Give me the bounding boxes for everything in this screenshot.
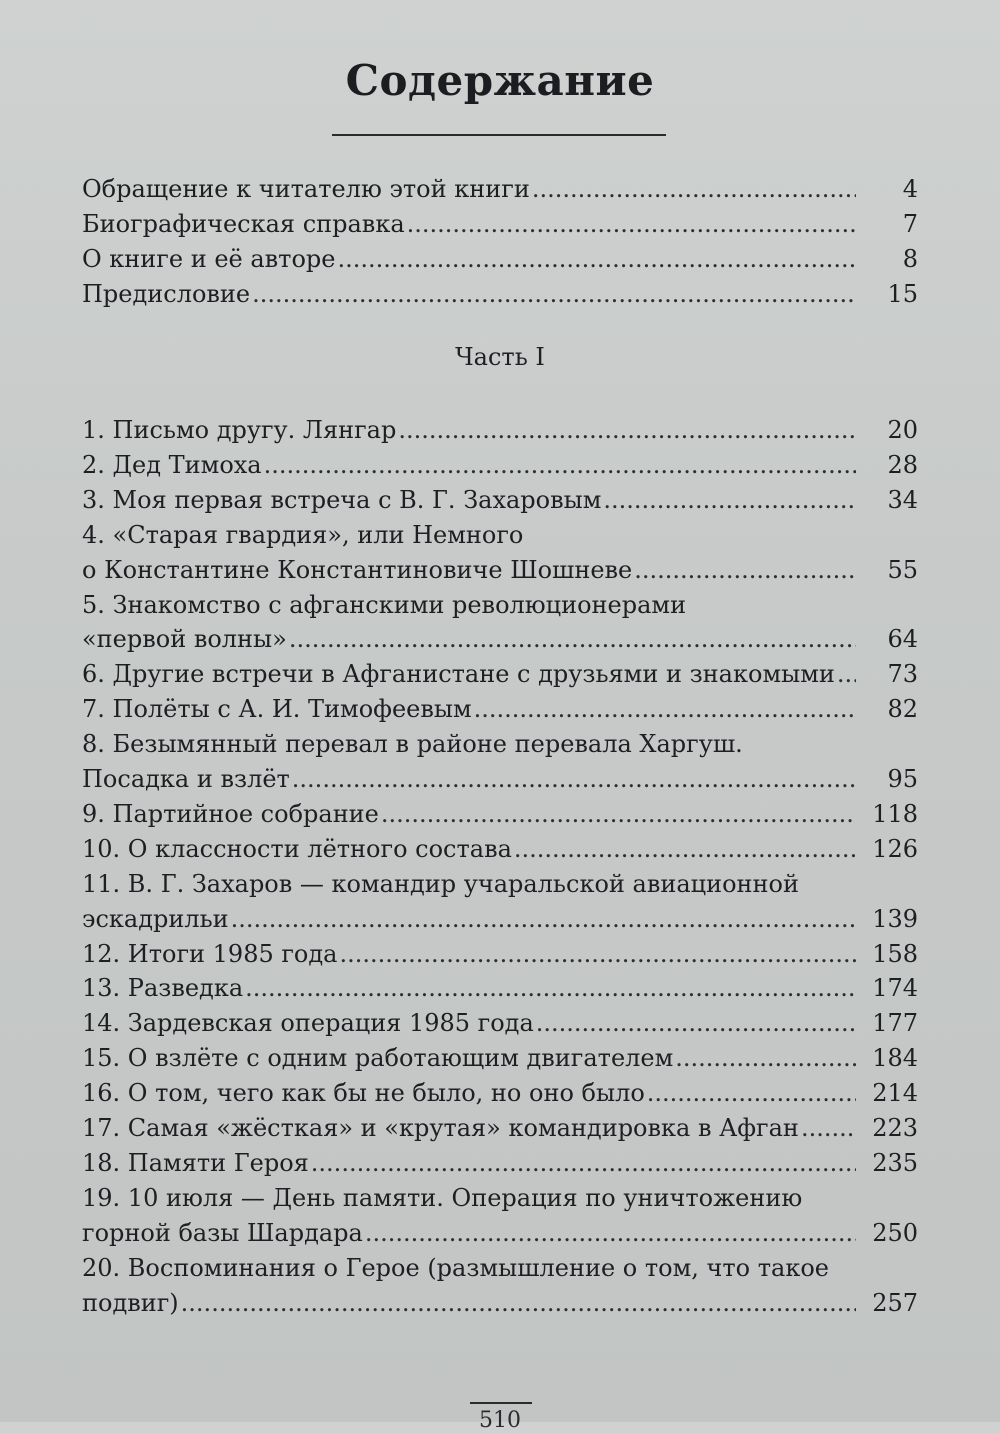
dot-leader xyxy=(181,1286,856,1320)
folio-rule xyxy=(470,1402,532,1404)
toc-entry xyxy=(82,207,918,241)
toc-entry-text: подвиг) xyxy=(82,1288,179,1317)
page-number: 510 xyxy=(479,1408,521,1433)
dot-leader xyxy=(514,832,856,866)
toc-chapter-continued xyxy=(82,518,918,552)
toc-entry-text: Посадка и взлёт xyxy=(82,765,290,793)
dot-leader xyxy=(532,172,856,206)
toc-chapter xyxy=(82,1041,918,1075)
toc-page-number: 4 xyxy=(902,175,918,203)
toc-entry-text: 9. Партийное собрание xyxy=(82,799,379,828)
toc-chapter xyxy=(82,797,918,831)
dot-leader xyxy=(264,448,856,482)
dot-leader xyxy=(245,971,856,1005)
toc-page-number: 118 xyxy=(872,799,918,828)
part-heading: Часть I xyxy=(455,343,545,371)
toc-page-number: 8 xyxy=(902,244,918,273)
toc-page-number: 82 xyxy=(887,695,918,724)
toc-chapter xyxy=(82,657,918,691)
dot-leader xyxy=(634,553,856,587)
toc-entry-text: эскадрильи xyxy=(82,904,229,933)
dot-leader xyxy=(339,937,856,971)
toc-entry-text: 17. Самая «жёсткая» и «крутая» командировка в Афган xyxy=(82,1114,799,1142)
toc-page-number: 223 xyxy=(872,1114,918,1142)
dot-leader xyxy=(837,657,856,691)
toc-entry xyxy=(82,242,918,276)
toc-chapter xyxy=(82,413,918,447)
title-underline xyxy=(332,134,666,136)
toc-chapter-continued xyxy=(82,1181,918,1215)
toc-page-number: 250 xyxy=(872,1218,918,1247)
toc-entry-text: 12. Итоги 1985 года xyxy=(82,939,338,968)
toc-chapter xyxy=(82,902,918,936)
toc-entry-text: 8. Безымянный перевал в районе перевала Харгуш. xyxy=(82,730,743,759)
toc-page-number: 20 xyxy=(887,416,918,444)
toc-entry-text: 15. О взлёте с одним работающим двигателем xyxy=(82,1044,674,1073)
toc-page-number: 95 xyxy=(887,765,918,793)
dot-leader xyxy=(337,242,856,276)
toc-page-number: 158 xyxy=(872,939,918,968)
toc-page-number: 214 xyxy=(872,1079,918,1108)
toc-chapter xyxy=(82,1286,918,1320)
toc-chapter xyxy=(82,762,918,796)
toc-page-number: 73 xyxy=(887,660,918,689)
toc-page-number: 174 xyxy=(872,974,918,1003)
toc-page-number: 126 xyxy=(872,834,918,863)
dot-leader xyxy=(398,413,856,447)
toc-entry-text: 7. Полёты с А. И. Тимофеевым xyxy=(82,695,472,724)
toc-page-number: 7 xyxy=(902,209,918,238)
toc-chapter xyxy=(82,622,918,656)
page-title: Содержание xyxy=(345,56,655,105)
toc-chapter xyxy=(82,1006,918,1040)
toc-entry-text: горной базы Шардара xyxy=(82,1218,363,1247)
toc-page-number: 177 xyxy=(872,1009,918,1038)
toc-entry-text: 11. В. Г. Захаров — командир учаральской авиационной xyxy=(82,869,799,898)
dot-leader xyxy=(365,1216,856,1250)
toc-chapter xyxy=(82,832,918,866)
toc-entry-text: 1. Письмо другу. Лянгар xyxy=(82,416,397,444)
toc-page-number: 55 xyxy=(887,555,918,584)
toc-entry-text: 13. Разведка xyxy=(82,974,244,1003)
dot-leader xyxy=(407,207,856,241)
dot-leader xyxy=(292,762,856,796)
toc-entry-text: о Константине Константиновиче Шошневе xyxy=(82,555,633,584)
dot-leader xyxy=(675,1041,856,1075)
toc-chapter xyxy=(82,1146,918,1180)
toc-page-number: 235 xyxy=(872,1148,918,1177)
dot-leader xyxy=(252,277,856,311)
dot-leader xyxy=(381,797,856,831)
toc-entry-text: 16. О том, чего как бы не было, но оно было xyxy=(82,1079,645,1108)
dot-leader xyxy=(603,483,856,517)
toc-entry-text: Предисловие xyxy=(82,279,251,308)
toc-entry-text: 5. Знакомство с афганскими революционерами xyxy=(82,590,687,619)
toc-chapter xyxy=(82,448,918,482)
toc-chapter xyxy=(82,692,918,726)
toc-entry-text: Биографическая справка xyxy=(82,209,405,238)
toc-entry-text: 20. Воспоминания о Герое (размышление о том, что такое xyxy=(82,1253,829,1282)
toc-chapter-continued xyxy=(82,1251,918,1285)
toc-page-number: 64 xyxy=(887,625,918,654)
dot-leader xyxy=(231,902,856,936)
toc-page-number: 34 xyxy=(887,485,918,514)
toc-entry-text: 10. О классности лётного состава xyxy=(82,834,512,863)
toc-chapter xyxy=(82,1111,918,1145)
toc-page-number: 15 xyxy=(887,279,918,308)
toc-entry-text: 3. Моя первая встреча с В. Г. Захаровым xyxy=(82,485,602,514)
toc-chapter-continued xyxy=(82,588,918,622)
toc-entry-text: О книге и её авторе xyxy=(82,244,336,273)
toc-entry-text: 4. «Старая гвардия», или Немного xyxy=(82,520,524,549)
toc-page-number: 257 xyxy=(872,1288,918,1317)
toc-entry-text: 19. 10 июля — День памяти. Операция по уничтожению xyxy=(82,1183,803,1212)
toc-entry-text: Обращение к читателю этой книги xyxy=(82,175,530,203)
toc-entry-text: 6. Другие встречи в Афганистане с друзьями и знакомыми xyxy=(82,660,835,689)
toc-chapter xyxy=(82,483,918,517)
toc-entry-text: 14. Зардевская операция 1985 года xyxy=(82,1009,534,1038)
toc-page-number: 28 xyxy=(887,450,918,479)
toc-entry-text: 18. Памяти Героя xyxy=(82,1148,309,1177)
toc-chapter-continued xyxy=(82,727,918,761)
dot-leader xyxy=(474,692,856,726)
dot-leader xyxy=(311,1146,856,1180)
toc-page-number: 139 xyxy=(872,904,918,933)
dot-leader xyxy=(647,1076,856,1110)
toc-chapter xyxy=(82,1076,918,1110)
dot-leader xyxy=(289,622,856,656)
toc-chapter xyxy=(82,971,918,1005)
dot-leader xyxy=(801,1111,856,1145)
toc-chapter xyxy=(82,553,918,587)
toc-entry-text: 2. Дед Тимоха xyxy=(82,450,262,479)
toc-chapter-continued xyxy=(82,867,918,901)
toc-chapter xyxy=(82,1216,918,1250)
toc-entry-text: «первой волны» xyxy=(82,625,287,654)
dot-leader xyxy=(536,1006,856,1040)
toc-chapter xyxy=(82,937,918,971)
toc-page-number: 184 xyxy=(872,1044,918,1073)
toc-entry xyxy=(82,277,918,311)
toc-entry xyxy=(82,172,918,206)
